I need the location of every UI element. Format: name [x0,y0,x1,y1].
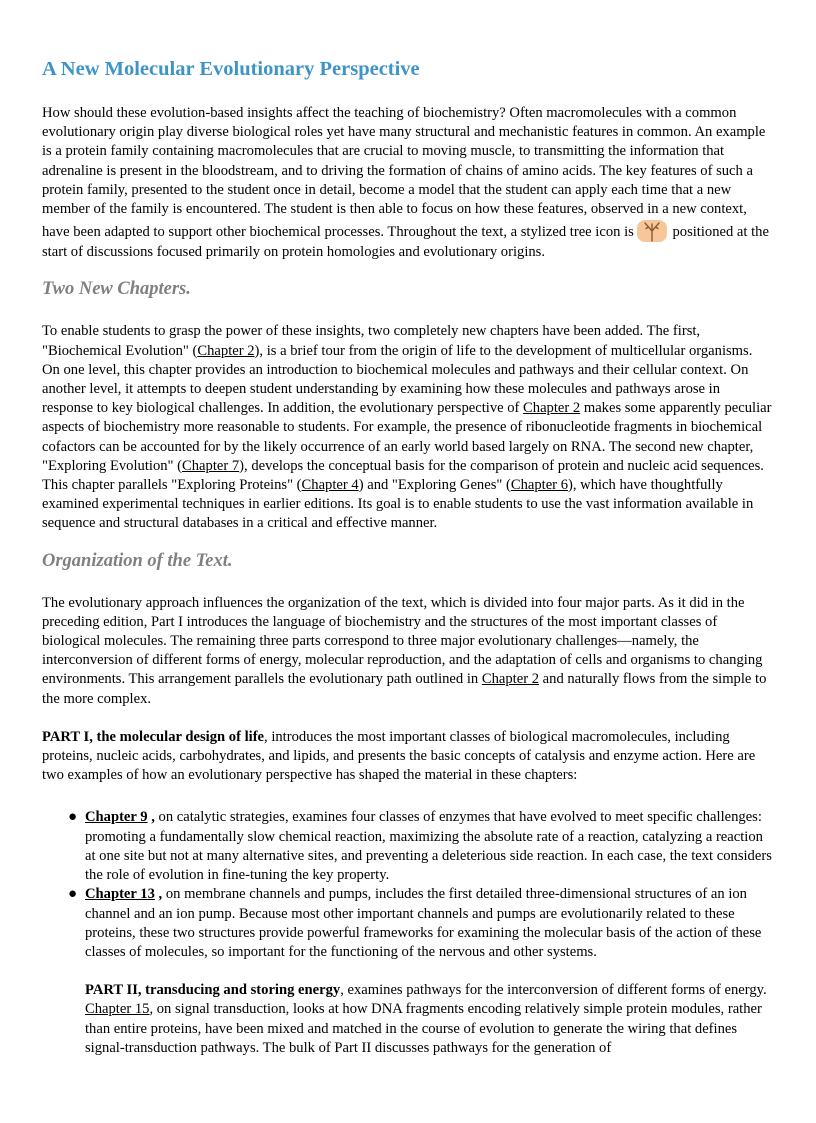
part-one-paragraph [42,728,772,786]
tree-icon [636,219,668,243]
text-span: on membrane channels and pumps, includes the first detailed three-dimensional structures of an ion channel and an ion pump. Because most other important channels and pumps are evolutionarily related to these proteins, these two structures provide powerful frameworks for examining the molecular basis of the action of these classes of molecules, so important for the functioning of the nervous and other systems. [85,886,762,960]
two-new-chapters-paragraph [42,322,772,533]
bullet-icon: ● [68,886,78,903]
text-span: on catalytic strategies, examines four classes of enzymes that have evolved to meet specific challenges: promoting a fundamentally slow chemical reaction, maximizing the absolute rate of a reaction, catalyzing a reaction at one site but not at many alternative sites, and preventing a deleterious side reaction. In each case, the text considers the role of evolution in fine-tuning the key property. [85,809,772,884]
text-span: , introduces the most important classes of biological macromolecules, including proteins, nucleic acids, carbohydrates, and lipids, and presents the basic concepts of catalysis and enzyme action. Here are two examples of how an evolutionary perspective has shaped the material in these chapters: [42,728,756,784]
chapter-6-link[interactable]: Chapter 6 [510,477,568,494]
intro-paragraph [42,104,772,262]
list-item [68,885,772,962]
bullet-icon: ● [68,809,78,826]
part-two-paragraph [42,981,772,1058]
text-span: ), which have thoughtfully examined experimental techniques in earlier editions. Its goal is to enable students to use the vast information available in sequence and structural databases in a critical and effective manner. [42,477,754,532]
text-span: , [147,809,155,826]
chapter-15-link[interactable]: Chapter 15 [85,1001,150,1018]
text-span: , [154,886,163,903]
organization-paragraph [42,594,772,709]
text-span: The evolutionary approach influences the organization of the text, which is divided into four major parts. As it did in the preceding edition, Part I introduces the language of biochemistry and the structures of the most important classes of biological molecules. The remaining three parts correspond to three major evolutionary challenges—namely, the interconversion of different forms of energy, molecular reproduction, and the adaptation of cells and organisms to changing environments. This arrangement parallels the evolutionary path outlined in [42,594,763,688]
text-span: makes some apparently peculiar aspects of biochemistry more reasonable to students. For example, the presence of ribonucleotide fragments in biochemical cofactors can be accounted for by the likely occurrence of an early world based largely on RNA. The second new chapter, "Exploring Evolution" ( [42,400,772,474]
part-one-title: PART I, the molecular design of life [42,728,265,745]
document-content [42,56,772,1058]
chapter-9-link[interactable]: Chapter 9 [85,809,148,826]
text-span: To enable students to grasp the power of these insights, two completely new chapters have been added. The first, "Biochemical Evolution" ( [42,323,701,359]
chapter-2-link[interactable]: Chapter 2 [481,671,540,688]
list-item [68,808,772,885]
chapter-2-link[interactable]: Chapter 2 [523,400,581,417]
text-span: ) and "Exploring Genes" ( [358,477,511,494]
section-heading-two-new-chapters: Two New Chapters. [42,279,191,300]
chapter-2-link[interactable]: Chapter 2 [197,342,255,359]
chapter-13-link[interactable]: Chapter 13 [85,886,155,903]
part-two-title: PART II, transducing and storing energy [85,982,341,999]
intro-text: How should these evolution-based insights affect the teaching of biochemistry? Often macromolecules with a common evolutionary origin play diverse biological roles yet have many structural and mechanistic features in common. An example is a protein family containing macromolecules that are crucial to moving muscle, to transmitting the information that adrenaline is present in the bloodstream, and to driving the formation of chains of amino acids. The key features of such a protein family, presented to the student once in detail, become a model that the student can apply each time that a new member of the family is encountered. The student is then able to focus on how these features, observed in a new context, have been adapted to support other biochemical processes. Throughout the text, a stylized tree icon is [42,105,766,241]
text-span: , examines pathways for the interconversion of different forms of energy. [340,982,767,999]
section-heading-organization: Organization of the Text. [42,550,233,571]
intro-text-after-icon: positioned at the start of discussions focused primarily on protein homologies and evolutionary origins. [42,224,769,261]
text-span: ), develops the conceptual basis for the comparison of protein and nucleic acid sequences. This chapter parallels "Exploring Proteins" ( [42,457,764,494]
text-span: ), is a brief tour from the origin of life to the development of multicellular organisms. On one level, this chapter provides an introduction to biochemical molecules and pathways and their cellular context. On another level, it attempts to deepen student understanding by examining how these molecules and pathways arose in response to key biological challenges. In addition, the evolutionary perspective of [42,342,753,417]
chapter-4-link[interactable]: Chapter 4 [301,477,359,494]
chapter-7-link[interactable]: Chapter 7 [182,457,240,474]
text-span: , on signal transduction, looks at how DNA fragments encoding relatively simple protein modules, rather than entire proteins, have been mixed and matched in the course of evolution to generate the wiring that defines signal-transduction pathways. The bulk of Part II discusses pathways for the generation of [85,1001,762,1056]
text-span: and naturally flows from the simple to the more complex. [42,671,767,707]
page-title: A New Molecular Evolutionary Perspective [42,58,420,80]
chapter-bullet-list [42,808,772,962]
